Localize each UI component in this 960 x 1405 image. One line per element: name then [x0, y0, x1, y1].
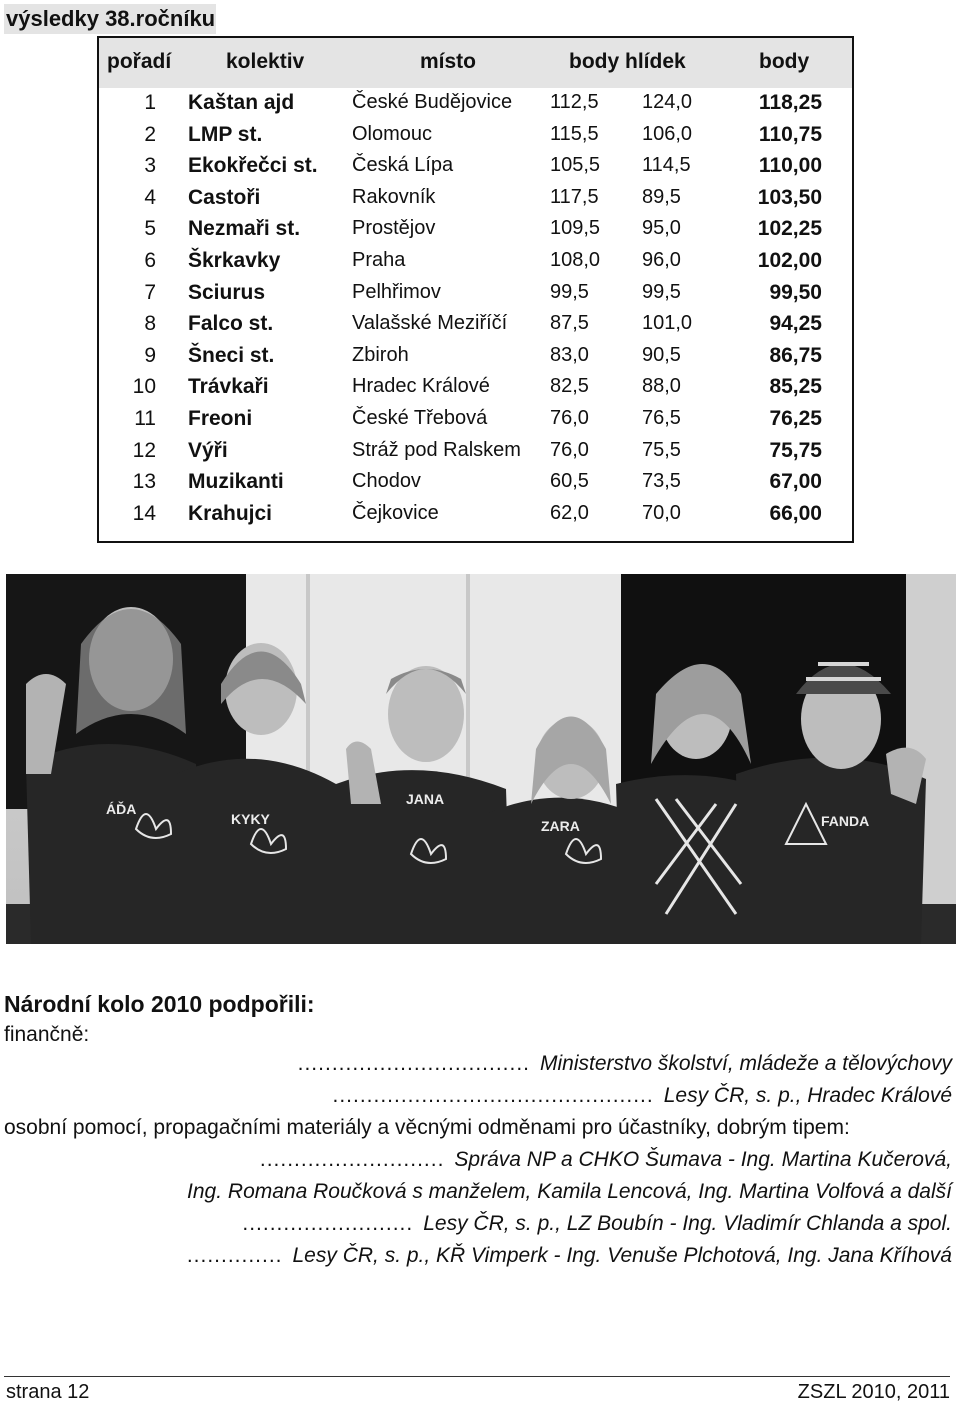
total-points-cell: 76,25: [769, 407, 822, 430]
rank-cell: 1: [144, 91, 156, 114]
team-cell: Falco st.: [188, 312, 274, 336]
table-row: [99, 407, 852, 439]
team-cell: Trávkaři: [188, 375, 269, 399]
patrol-points-2-cell: 76,5: [642, 407, 681, 429]
header-place: místo: [420, 50, 477, 73]
place-cell: Zbiroh: [352, 343, 409, 366]
header-patrol-points: body hlídek: [569, 50, 686, 73]
table-row: [99, 249, 852, 281]
place-cell: Hradec Králové: [352, 375, 490, 398]
rank-cell: 14: [132, 501, 156, 525]
total-points-cell: 86,75: [769, 343, 822, 367]
team-cell: Výři: [188, 438, 228, 462]
patrol-points-2-cell: 124,0: [642, 91, 693, 113]
table-row: [99, 439, 852, 471]
place-cell: Prostějov: [352, 217, 436, 240]
rank-cell: 6: [144, 249, 156, 272]
total-points-cell: 118,25: [758, 91, 822, 114]
team-cell: Castoři: [188, 185, 261, 209]
rank-cell: 11: [134, 407, 156, 430]
header-team: kolektiv: [226, 50, 305, 73]
patrol-points-1-cell: 82,5: [550, 375, 589, 398]
team-cell: Muzikanti: [188, 470, 284, 494]
patrol-points-1-cell: 99,5: [550, 280, 589, 303]
place-cell: Česká Lípa: [352, 154, 454, 177]
rank-cell: 10: [132, 375, 156, 399]
total-points-cell: 102,00: [757, 249, 822, 272]
footer-divider: [4, 1376, 950, 1377]
place-cell: Rakovník: [352, 185, 436, 208]
table-row: [99, 217, 852, 249]
patrol-points-2-cell: 70,0: [642, 501, 681, 524]
patrol-points-2-cell: 101,0: [642, 312, 693, 335]
sponsor-line-6: .............. Lesy ČR, s. p., KŘ Vimperk - Ing. Venuše Plchotová, Ing. Jana Kříhová: [186, 1244, 952, 1267]
patrol-points-1-cell: 115,5: [550, 122, 599, 145]
patrol-points-1-cell: 108,0: [550, 249, 601, 271]
sponsor-line-3: ........................... Správa NP a CHKO Šumava - Ing. Martina Kučerová,: [259, 1148, 952, 1171]
place-cell: České Třebová: [352, 407, 488, 429]
patrol-points-2-cell: 95,0: [642, 217, 681, 240]
results-table: [97, 36, 854, 543]
shirt-name-4: ZARA: [541, 818, 580, 834]
sponsor-line-1: .................................. Ministerstvo školství, mládeže a tělovýchovy: [297, 1052, 952, 1075]
sponsors-section: [4, 988, 952, 1267]
table-row: [99, 154, 852, 186]
rank-cell: 3: [144, 154, 156, 178]
total-points-cell: 66,00: [769, 501, 822, 525]
table-row: [99, 502, 852, 534]
table-row: [99, 470, 852, 502]
patrol-points-1-cell: 62,0: [550, 501, 589, 524]
total-points-cell: 110,75: [758, 122, 822, 146]
section-title: výsledky 38.ročníku: [4, 4, 216, 34]
place-cell: Chodov: [352, 470, 421, 493]
patrol-points-2-cell: 88,0: [642, 375, 681, 398]
patrol-points-1-cell: 87,5: [550, 312, 589, 335]
patrol-points-2-cell: 114,5: [642, 154, 691, 177]
patrol-points-2-cell: 89,5: [642, 185, 681, 208]
financial-label: finančně:: [4, 1023, 90, 1046]
rank-cell: 2: [144, 122, 156, 146]
place-cell: Olomouc: [352, 122, 433, 145]
team-cell: Nezmaři st.: [188, 217, 301, 241]
rank-cell: 4: [144, 185, 156, 209]
total-points-cell: 99,50: [769, 280, 822, 304]
total-points-cell: 110,00: [758, 154, 822, 178]
table-header: [99, 38, 852, 88]
team-cell: Ekokřečci st.: [188, 154, 318, 178]
team-photo: [6, 574, 956, 944]
table-row: [99, 186, 852, 218]
place-cell: Stráž pod Ralskem: [352, 438, 521, 461]
personal-help-label: osobní pomocí, propagačními materiály a věcnými odměnami pro účastníky, dobrým tipem:: [4, 1116, 850, 1139]
shirt-name-2: KYKY: [231, 811, 270, 827]
patrol-points-1-cell: 117,5: [550, 185, 599, 208]
total-points-cell: 67,00: [769, 470, 822, 494]
patrol-points-2-cell: 90,5: [642, 343, 681, 366]
shirt-name-5: FANDA: [821, 813, 870, 829]
total-points-cell: 94,25: [769, 312, 822, 336]
place-cell: Valašské Meziříčí: [352, 312, 508, 335]
sponsors-heading: Národní kolo 2010 podpořili:: [4, 991, 315, 1017]
patrol-points-1-cell: 60,5: [550, 470, 589, 493]
sponsor-line-2: ............................................... Lesy ČR, s. p., Hradec Králové: [332, 1084, 952, 1107]
patrol-points-2-cell: 73,5: [642, 470, 681, 493]
patrol-points-2-cell: 75,5: [642, 438, 681, 461]
team-cell: Šneci st.: [188, 343, 275, 367]
patrol-points-2-cell: 106,0: [642, 122, 693, 145]
rank-cell: 7: [144, 280, 156, 304]
shirt-name-3: JANA: [406, 791, 445, 807]
header-rank: pořadí: [107, 50, 172, 73]
team-cell: Krahujci: [188, 501, 273, 525]
table-row: [99, 375, 852, 407]
team-cell: Škrkavky: [188, 249, 281, 272]
rank-cell: 13: [132, 470, 156, 494]
total-points-cell: 85,25: [769, 375, 822, 399]
publication-label: ZSZL 2010, 2011: [797, 1381, 950, 1403]
total-points-cell: 103,50: [757, 185, 822, 209]
team-cell: Kaštan ajd: [188, 91, 295, 114]
rank-cell: 12: [132, 438, 156, 462]
patrol-points-1-cell: 105,5: [550, 154, 601, 177]
sponsor-line-5: ......................... Lesy ČR, s. p., LZ Boubín - Ing. Vladimír Chlanda a spol.: [242, 1212, 952, 1235]
patrol-points-1-cell: 76,0: [550, 407, 589, 429]
table-row: [99, 344, 852, 376]
rank-cell: 8: [144, 312, 156, 336]
team-cell: Freoni: [188, 407, 253, 430]
patrol-points-1-cell: 112,5: [550, 91, 599, 113]
place-cell: Pelhřimov: [352, 280, 441, 303]
team-cell: Sciurus: [188, 280, 266, 304]
table-row: [99, 91, 852, 123]
table-row: [99, 123, 852, 155]
place-cell: Praha: [352, 249, 406, 271]
team-cell: LMP st.: [188, 122, 263, 146]
page-number: strana 12: [6, 1381, 90, 1403]
rank-cell: 5: [144, 217, 156, 241]
place-cell: Čejkovice: [352, 501, 439, 524]
header-points: body: [759, 50, 810, 73]
patrol-points-1-cell: 83,0: [550, 343, 589, 366]
patrol-points-2-cell: 99,5: [642, 280, 681, 303]
patrol-points-1-cell: 109,5: [550, 217, 601, 240]
sponsor-line-4: Ing. Romana Roučková s manželem, Kamila Lencová, Ing. Martina Volfová a další: [187, 1180, 952, 1203]
table-row: [99, 312, 852, 344]
patrol-points-1-cell: 76,0: [550, 438, 589, 461]
total-points-cell: 102,25: [757, 217, 822, 241]
place-cell: České Budějovice: [352, 91, 513, 113]
shirt-name-1: ÁĎA: [106, 801, 137, 817]
table-row: [99, 281, 852, 313]
patrol-points-2-cell: 96,0: [642, 249, 681, 271]
rank-cell: 9: [144, 343, 156, 367]
total-points-cell: 75,75: [769, 438, 822, 462]
